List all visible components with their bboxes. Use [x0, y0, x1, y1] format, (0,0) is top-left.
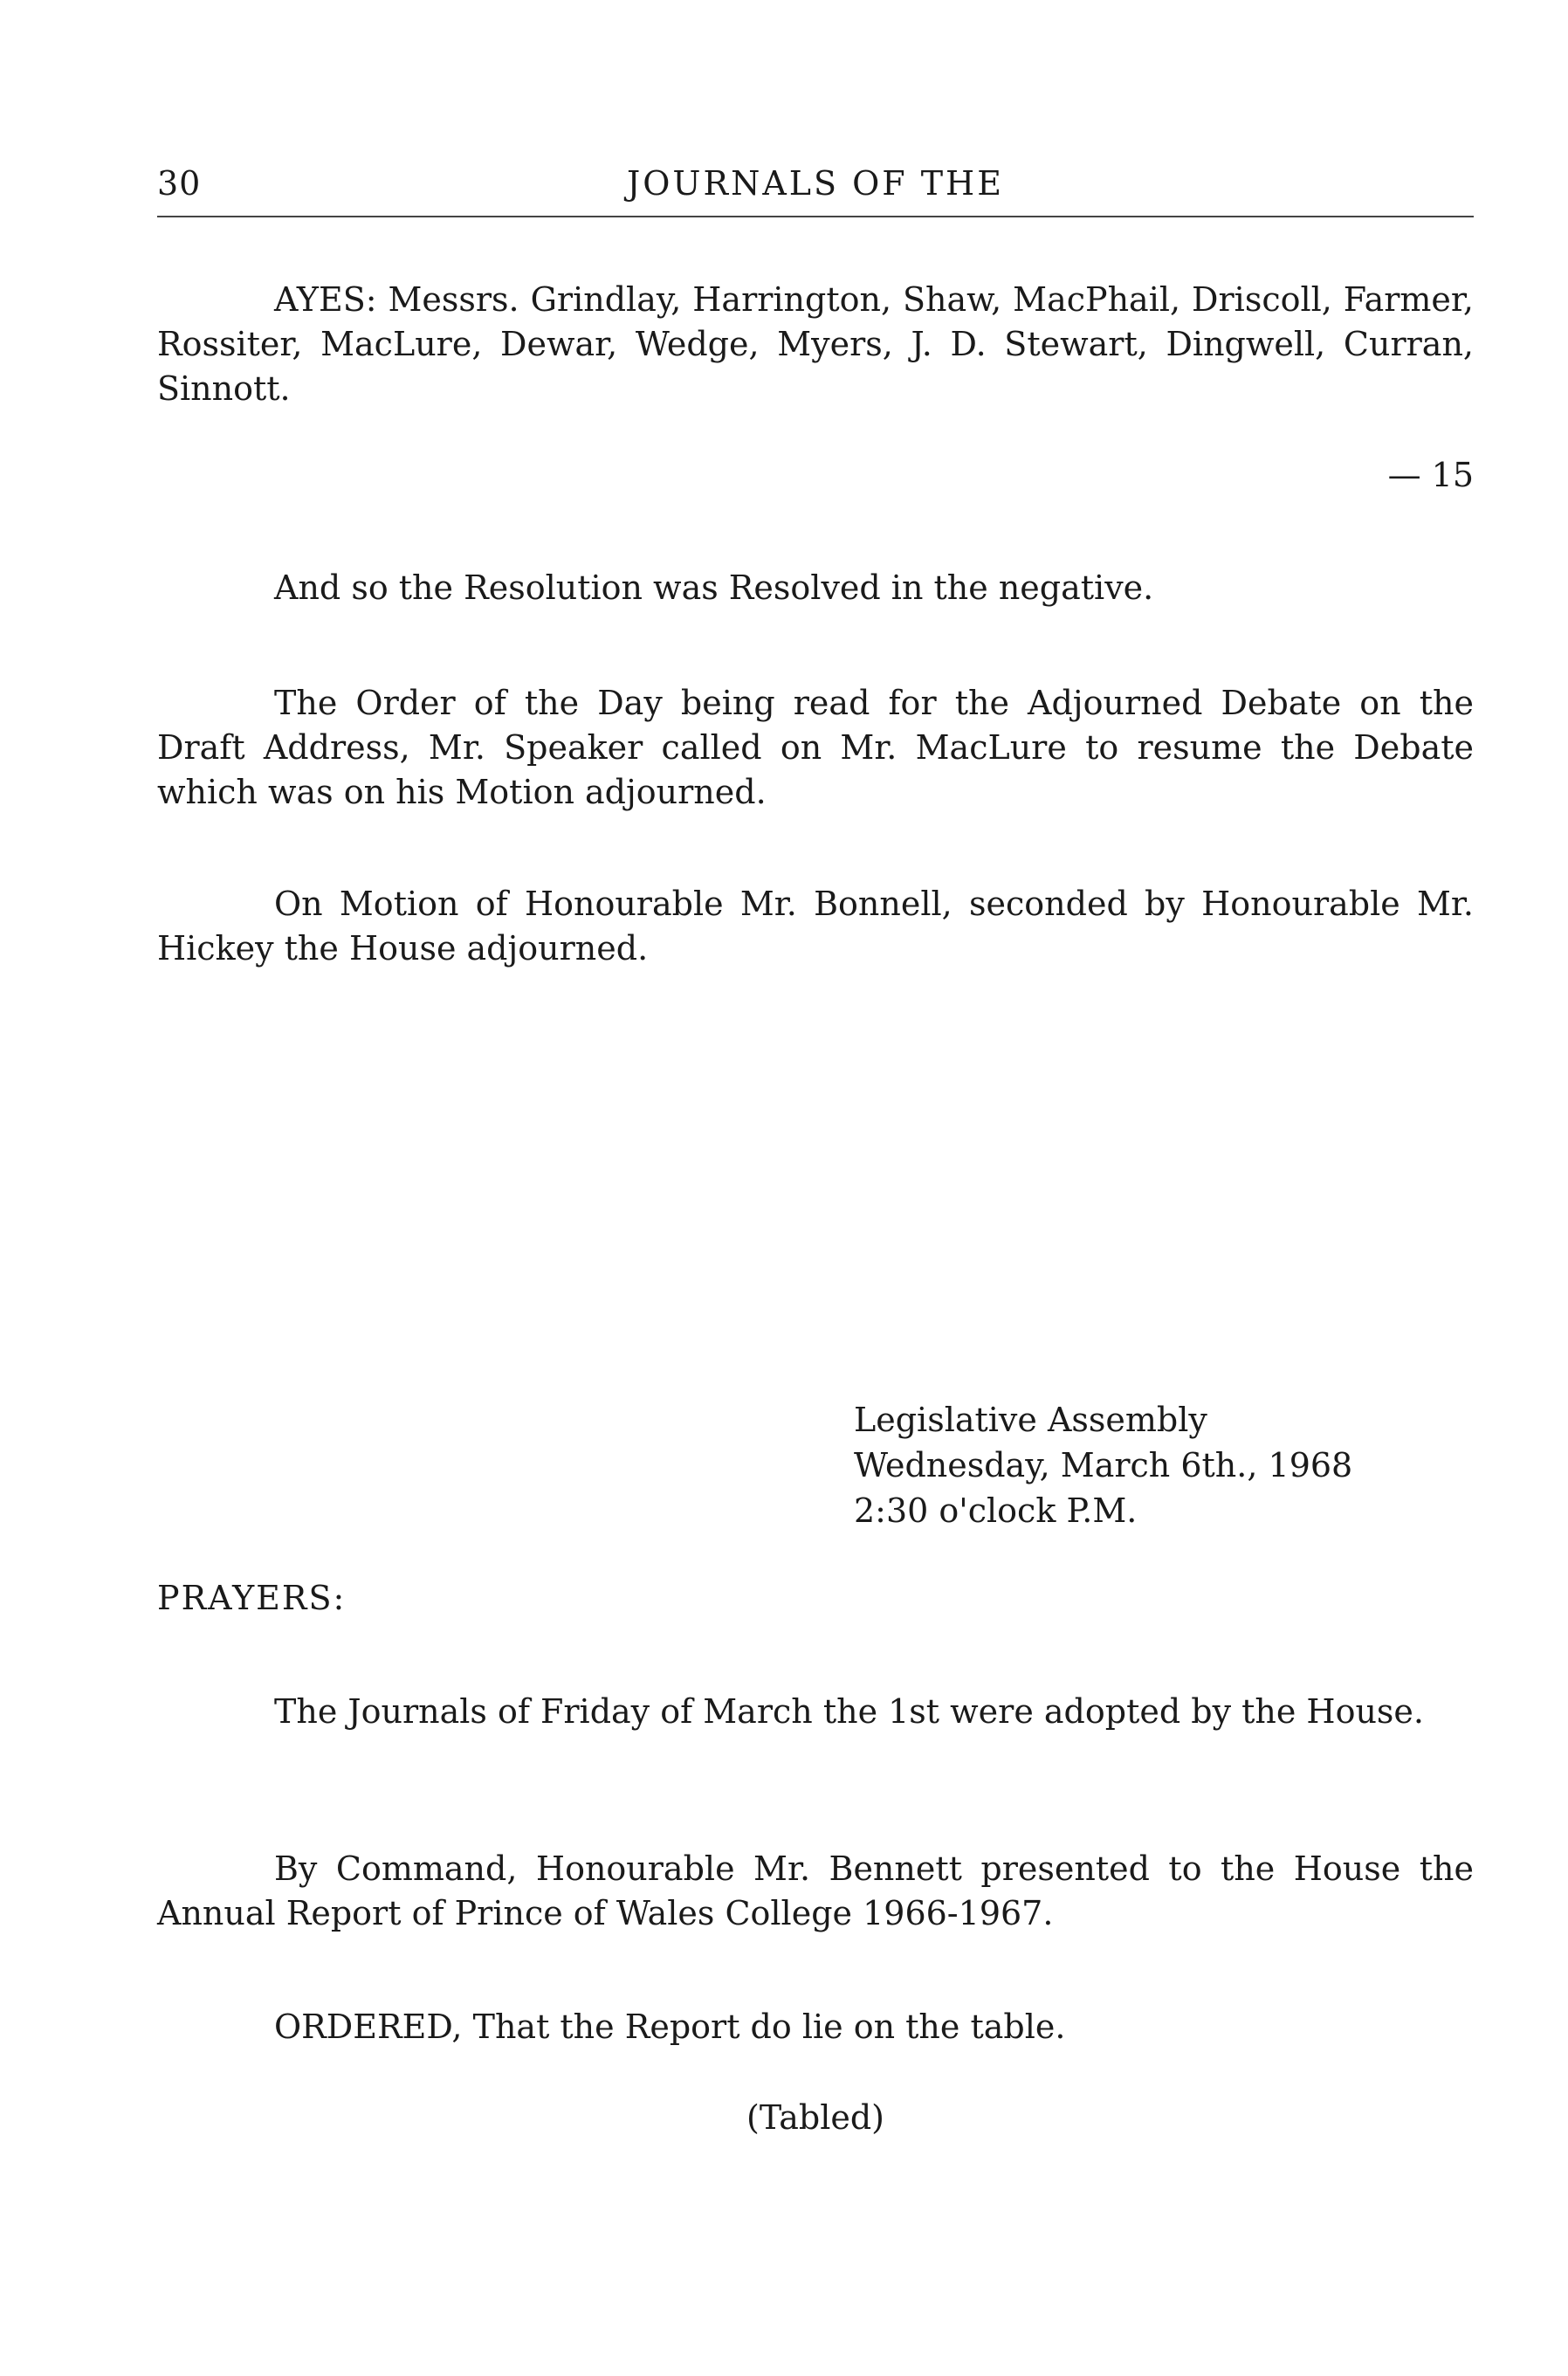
sitting-date: Wednesday, March 6th., 1968	[854, 1446, 1353, 1484]
journals-adopted-paragraph: The Journals of Friday of March the 1st were adopted by the House.	[274, 1692, 1424, 1731]
ordered-paragraph: ORDERED, That the Report do lie on the table.	[274, 2008, 1066, 2046]
page-header	[157, 157, 1474, 210]
prayers-heading: PRAYERS:	[157, 1579, 347, 1617]
sitting-time: 2:30 o'clock P.M.	[854, 1491, 1138, 1530]
running-head: JOURNALS OF THE	[627, 164, 1004, 203]
page-number: 30	[157, 164, 202, 203]
by-command-paragraph: By Command, Honourable Mr. Bennett presented to the House the Annual Report of Prince of Wales College 1966-1967.	[157, 1849, 1474, 1932]
tabled-note: (Tabled)	[746, 2098, 884, 2137]
header-rule	[157, 216, 1474, 217]
order-of-day-paragraph: The Order of the Day being read for the Adjourned Debate on the Draft Address, Mr. Speaker called on Mr. MacLure to resume the Debate which was on his Motion adjourned.	[157, 684, 1474, 811]
resolution-paragraph: And so the Resolution was Resolved in the negative.	[274, 568, 1154, 607]
sitting-place: Legislative Assembly	[854, 1401, 1207, 1439]
ayes-paragraph: AYES: Messrs. Grindlay, Harrington, Shaw, MacPhail, Driscoll, Farmer, Rossiter, MacLure, Dewar, Wedge, Myers, J. D. Stewart, Dingwell, Curran, Sinnott.	[157, 280, 1474, 408]
sitting-heading	[854, 1397, 1352, 1533]
adjourn-motion-paragraph: On Motion of Honourable Mr. Bonnell, seconded by Honourable Mr. Hickey the House adjourned.	[157, 885, 1474, 968]
ayes-count: — 15	[1387, 456, 1474, 494]
